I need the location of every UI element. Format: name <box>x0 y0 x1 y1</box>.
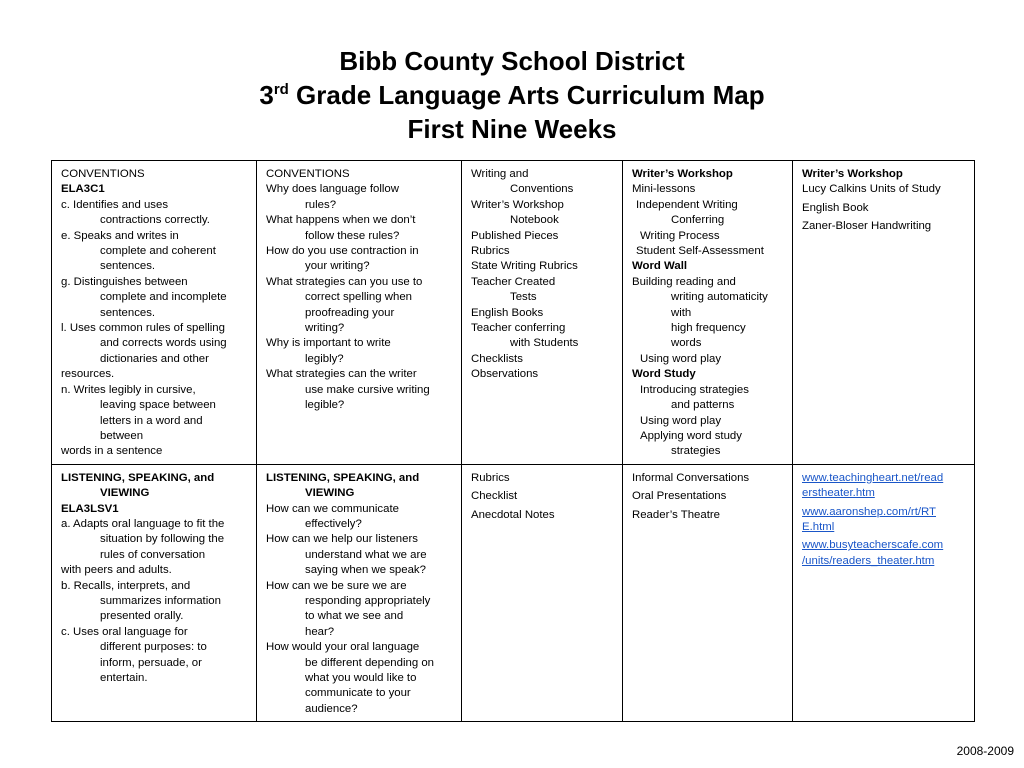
assessment-text: Writer’s Workshop <box>471 198 564 211</box>
standard-text: contractions correctly. <box>100 214 210 227</box>
assessment-text: Rubrics <box>471 245 510 258</box>
standard-text: g. Distinguishes between <box>61 275 188 288</box>
standard-text: b. Recalls, interprets, and <box>61 579 191 592</box>
question-text: communicate to your <box>305 687 411 700</box>
standard-text: resources. <box>61 368 115 381</box>
question-text: saying when we speak? <box>305 564 426 577</box>
question-text: proofreading your <box>305 306 395 319</box>
question-text: follow these rules? <box>305 229 400 242</box>
title-grade-suffix: rd <box>273 81 289 98</box>
standard-text: presented orally. <box>100 610 184 623</box>
resource-text: Lucy Calkins Units of Study <box>802 183 941 196</box>
assessment-cell <box>462 464 623 722</box>
question-text: What happens when we don’t <box>266 214 416 227</box>
activity-text: high frequency <box>671 322 746 335</box>
activity-text: Student Self-Assessment <box>636 245 764 258</box>
question-text: use make cursive writing <box>305 383 430 396</box>
activity-text: Oral Presentations <box>632 490 727 503</box>
question-text: How do you use contraction in <box>266 245 419 258</box>
question-text: writing? <box>305 322 345 335</box>
link-text: /units/readers_theater.htm <box>802 554 935 567</box>
activity-text: Independent Writing <box>636 198 738 211</box>
standard-text: dictionaries and other <box>100 352 209 365</box>
standard-text: c. Identifies and uses <box>61 198 169 211</box>
questions-heading: CONVENTIONS <box>266 168 350 180</box>
activity-text: Using word play <box>640 414 722 427</box>
question-text: rules? <box>305 198 337 211</box>
standard-text: sentences. <box>100 260 156 273</box>
standards-cell <box>52 161 257 465</box>
link-text: www.teachingheart.net/read <box>802 471 944 484</box>
question-text: legibly? <box>305 352 344 365</box>
word-study-heading: Word Study <box>632 368 696 381</box>
activity-text: Building reading and <box>632 275 736 288</box>
standards-heading: CONVENTIONS <box>61 168 145 180</box>
standard-text: between <box>100 429 144 442</box>
standard-text: a. Adapts oral language to fit the <box>61 517 225 530</box>
resource-text: Zaner-Bloser Handwriting <box>802 220 932 233</box>
questions-cell <box>257 161 462 465</box>
assessment-text: State Writing Rubrics <box>471 260 578 273</box>
page-title <box>0 44 1024 146</box>
standard-text: leaving space between <box>100 399 216 412</box>
resources-cell <box>793 161 975 465</box>
activity-text: with <box>671 306 692 319</box>
link-text: www.aaronshep.com/rt/RT <box>802 505 936 518</box>
resources-heading: Writer’s Workshop <box>802 168 903 180</box>
assessment-text: Teacher Created <box>471 275 556 288</box>
assessment-cell <box>462 161 623 465</box>
question-text: What strategies can you use to <box>266 275 423 288</box>
questions-cell <box>257 464 462 722</box>
question-text: How can we communicate <box>266 502 399 515</box>
assessment-text: Conventions <box>510 183 574 196</box>
question-text: How would your oral language <box>266 641 420 654</box>
activity-text: Mini-lessons <box>632 183 696 196</box>
activity-text: and patterns <box>671 399 735 412</box>
assessment-text: Published Pieces <box>471 229 559 242</box>
standard-text: and corrects words using <box>100 337 227 350</box>
link-text: E.html <box>802 520 835 533</box>
link-text: erstheater.htm <box>802 487 875 500</box>
standard-text: n. Writes legibly in cursive, <box>61 383 196 396</box>
link-text: www.busyteacherscafe.com <box>802 539 944 552</box>
questions-heading: LISTENING, SPEAKING, and <box>266 471 420 484</box>
assessment-text: English Books <box>471 306 544 319</box>
question-text: What strategies can the writer <box>266 368 417 381</box>
question-text: audience? <box>305 702 358 715</box>
activity-text: Using word play <box>640 352 722 365</box>
activity-text: Informal Conversations <box>632 471 750 484</box>
question-text: legible? <box>305 399 345 412</box>
word-wall-heading: Word Wall <box>632 260 688 273</box>
standard-text: sentences. <box>100 306 156 319</box>
activity-text: strategies <box>671 445 721 458</box>
curriculum-map-table <box>51 160 975 722</box>
standard-text: complete and coherent <box>100 245 216 258</box>
question-text: effectively? <box>305 517 362 530</box>
question-text: your writing? <box>305 260 370 273</box>
standard-text: words in a sentence <box>61 445 163 458</box>
activities-heading: Writer’s Workshop <box>632 168 733 180</box>
table-row <box>52 464 975 722</box>
standards-heading: LISTENING, SPEAKING, and <box>61 471 215 484</box>
standard-text: situation by following the <box>100 533 225 546</box>
resource-link-busyteacherscafe[interactable] <box>802 538 970 569</box>
question-text: How can we help our listeners <box>266 533 418 546</box>
title-grade-number: 3 <box>259 80 274 110</box>
resource-text: English Book <box>802 201 869 214</box>
question-text: be different depending on <box>305 656 434 669</box>
standard-text: rules of conversation <box>100 548 206 561</box>
activity-text: Conferring <box>671 214 725 227</box>
activity-text: Reader’s Theatre <box>632 508 721 521</box>
question-text: Why is important to write <box>266 337 391 350</box>
table-row <box>52 161 975 465</box>
standards-code: ELA3C1 <box>61 183 105 196</box>
question-text: what you would like to <box>305 672 417 684</box>
title-line-grade <box>0 78 1024 112</box>
question-text: to what we see and <box>305 610 404 623</box>
assessment-text: with Students <box>510 337 579 350</box>
resources-cell <box>793 464 975 722</box>
title-line-period: First Nine Weeks <box>407 114 617 144</box>
question-text: understand what we are <box>305 548 427 561</box>
resource-link-aaronshep[interactable] <box>802 505 970 536</box>
standard-text: l. Uses common rules of spelling <box>61 322 225 335</box>
assessment-text: Anecdotal Notes <box>471 508 555 521</box>
activity-text: words <box>671 337 702 350</box>
resource-link-teachingheart[interactable] <box>802 471 970 502</box>
question-text: correct spelling when <box>305 291 412 304</box>
standard-text: letters in a word and <box>100 414 203 427</box>
assessment-text: Notebook <box>510 214 559 227</box>
assessment-text: Checklists <box>471 352 523 365</box>
activity-text: Introducing strategies <box>640 383 749 396</box>
assessment-text: Writing and <box>471 168 529 180</box>
standards-cell <box>52 464 257 722</box>
standard-text: inform, persuade, or <box>100 656 202 669</box>
activity-text: Writing Process <box>640 229 720 242</box>
title-line-district: Bibb County School District <box>339 46 685 76</box>
standard-text: entertain. <box>100 672 148 684</box>
activity-text: Applying word study <box>640 429 742 442</box>
standard-text: e. Speaks and writes in <box>61 229 179 242</box>
standards-heading: VIEWING <box>100 487 150 500</box>
standard-text: different purposes: to <box>100 641 207 654</box>
assessment-text: Observations <box>471 368 539 381</box>
standard-text: with peers and adults. <box>61 564 172 577</box>
assessment-text: Tests <box>510 291 537 304</box>
activity-text: writing automaticity <box>671 291 768 304</box>
standards-code: ELA3LSV1 <box>61 502 119 515</box>
assessment-text: Rubrics <box>471 471 510 484</box>
standard-text: c. Uses oral language for <box>61 625 188 638</box>
questions-heading: VIEWING <box>305 487 355 500</box>
activities-cell <box>623 161 793 465</box>
assessment-text: Checklist <box>471 490 518 503</box>
standard-text: summarizes information <box>100 594 221 607</box>
footer-year: 2008-2009 <box>956 744 1014 758</box>
assessment-text: Teacher conferring <box>471 322 566 335</box>
title-grade-rest: Grade Language Arts Curriculum Map <box>288 80 765 110</box>
question-text: hear? <box>305 625 335 638</box>
question-text: Why does language follow <box>266 183 399 196</box>
question-text: How can we be sure we are <box>266 579 407 592</box>
standard-text: complete and incomplete <box>100 291 227 304</box>
activities-cell <box>623 464 793 722</box>
question-text: responding appropriately <box>305 594 431 607</box>
